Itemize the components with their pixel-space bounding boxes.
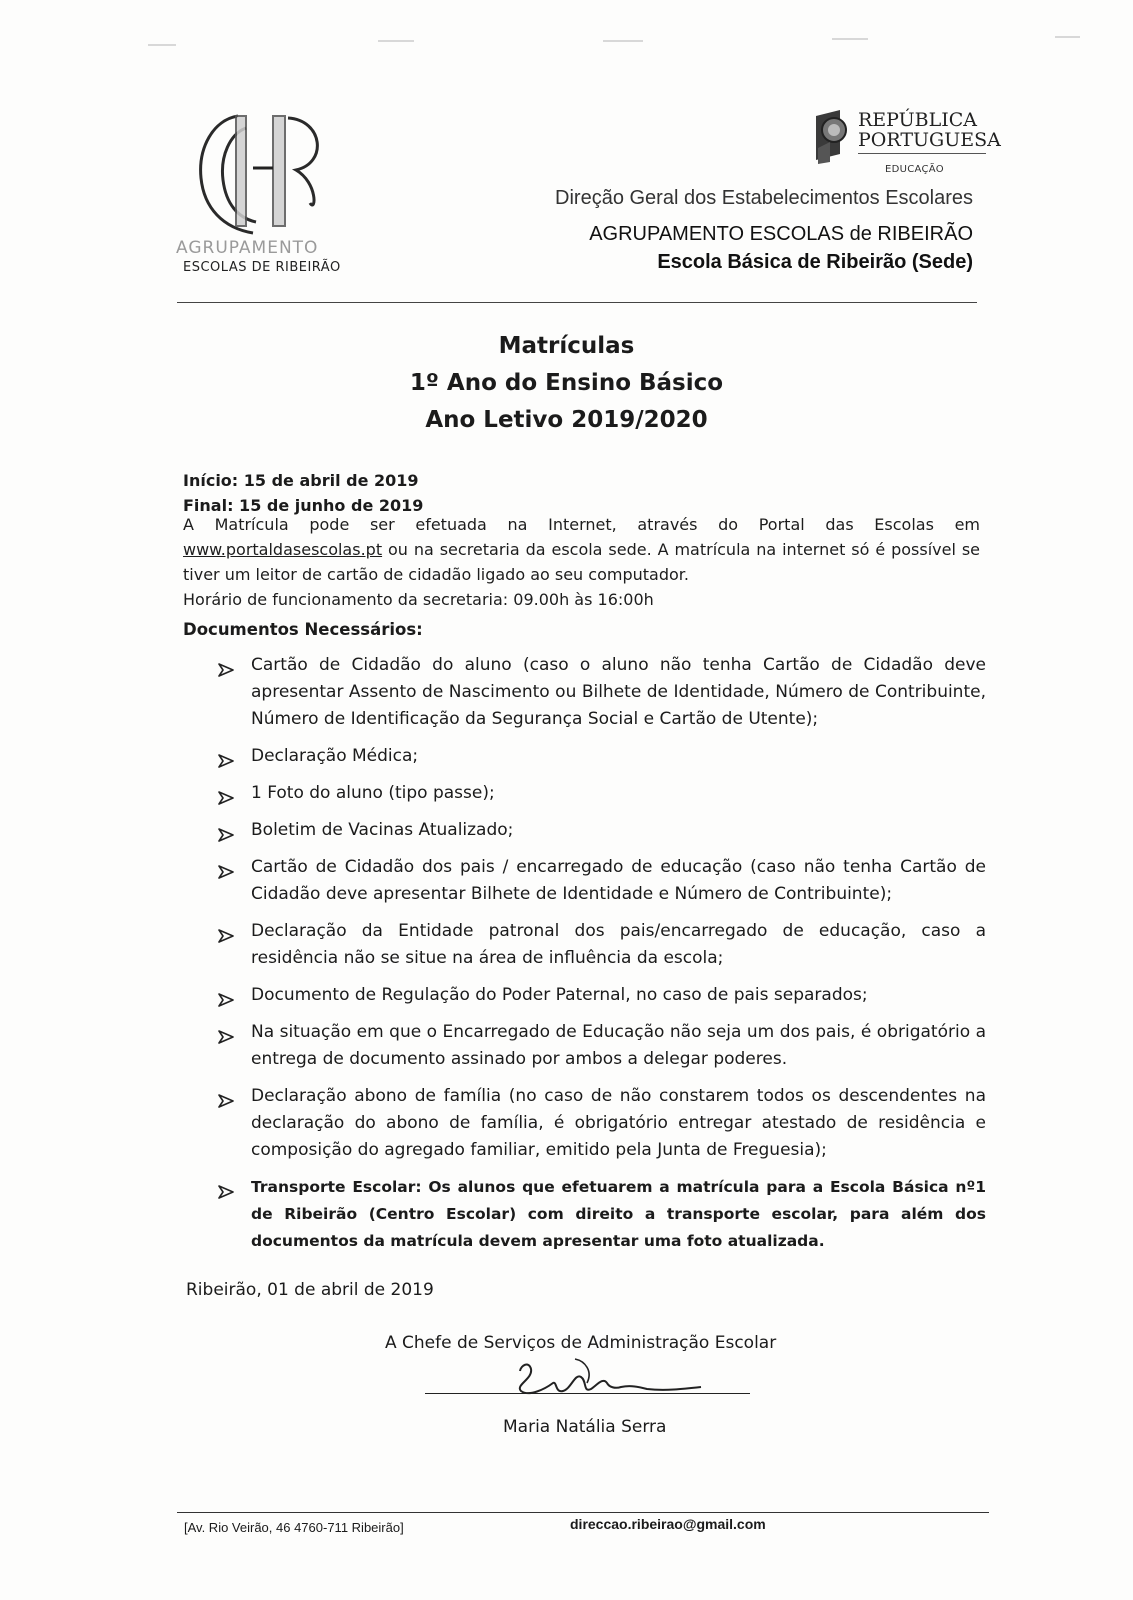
- place-date: Ribeirão, 01 de abril de 2019: [186, 1280, 434, 1300]
- logo-text-escolas: ESCOLAS DE RIBEIRÃO: [183, 260, 341, 275]
- republica-logo: [810, 108, 1000, 178]
- document-item-text: Boletim de Vacinas Atualizado;: [251, 820, 514, 840]
- header-line-3: Escola Básica de Ribeirão (Sede): [657, 251, 973, 273]
- scan-artifact: [603, 40, 643, 42]
- document-item: [218, 743, 986, 770]
- doc-school-year: Ano Letivo 2019/2020: [425, 407, 708, 433]
- arrow-bullet-icon: [218, 925, 234, 939]
- republica-emblem-icon: [810, 108, 854, 166]
- office-hours: Horário de funcionamento da secretaria: 09.00h às 16:00h: [183, 590, 654, 609]
- intro-text-2: ou na secretaria da escola sede. A matrícula na internet só é possível se tiver um leitor de cartão de cidadão ligado ao seu computador.: [183, 540, 980, 584]
- scan-artifact: [378, 40, 414, 42]
- start-date: Início: 15 de abril de 2019: [183, 471, 419, 490]
- document-item-text: Na situação em que o Encarregado de Educação não seja um dos pais, é obrigatório a entrega de documento assinado por ambos a delegar poderes.: [251, 1022, 986, 1069]
- dept-label: EDUCAÇÃO: [885, 164, 944, 175]
- footer-email[interactable]: direccao.ribeirao@gmail.com: [570, 1516, 766, 1532]
- footer-rule: [177, 1512, 989, 1513]
- arrow-bullet-icon: [218, 750, 234, 764]
- dates-block: [183, 468, 423, 518]
- document-item-text: Cartão de Cidadão dos pais / encarregado de educação (caso não tenha Cartão de Cidadão deve apresentar Bilhete de Identidade e Número de Contribuinte);: [251, 857, 986, 904]
- footer-address: [Av. Rio Veirão, 46 4760-711 Ribeirão]: [184, 1520, 404, 1535]
- portal-link[interactable]: www.portaldasescolas.pt: [183, 540, 383, 559]
- document-item: [218, 1174, 986, 1255]
- scan-artifact: [148, 44, 176, 46]
- document-item-text: Transporte Escolar: Os alunos que efetuarem a matrícula para a Escola Básica nº1 de Ribeirão (Centro Escolar) com direito a transporte escolar, para além dos documentos da matrícula devem apresentar uma foto atualizada.: [251, 1178, 986, 1250]
- documents-heading: Documentos Necessários:: [183, 620, 423, 639]
- arrow-bullet-icon: [218, 824, 234, 838]
- divider: [858, 153, 986, 154]
- document-item-text: Cartão de Cidadão do aluno (caso o aluno não tenha Cartão de Cidadão deve apresentar Assento de Nascimento ou Bilhete de Identidade, Número de Contribuinte, Número de Identificação da Segurança Social e Cartão de Utente);: [251, 655, 986, 729]
- signatory-name: Maria Natália Serra: [503, 1417, 667, 1437]
- logo-text-agrupamento: AGRUPAMENTO: [176, 238, 319, 258]
- arrow-bullet-icon: [218, 1026, 234, 1040]
- header-line-1: Direção Geral dos Estabelecimentos Escolares: [555, 187, 973, 209]
- document-item: [218, 918, 986, 972]
- document-item-text: Declaração da Entidade patronal dos pais/encarregado de educação, caso a residência não se situe na área de influência da escola;: [251, 921, 986, 968]
- document-item: [218, 780, 986, 807]
- doc-title: Matrículas: [498, 333, 635, 359]
- document-item: [218, 1019, 986, 1073]
- doc-subtitle: 1º Ano do Ensino Básico: [409, 370, 724, 396]
- arrow-bullet-icon: [218, 861, 234, 875]
- arrow-bullet-icon: [218, 1090, 234, 1104]
- scan-artifact: [1055, 36, 1080, 38]
- document-item: [218, 652, 986, 733]
- intro-text-1: A Matrícula pode ser efetuada na Internet, através do Portal das Escolas em: [183, 515, 980, 534]
- document-item: [218, 982, 986, 1009]
- arrow-bullet-icon: [218, 989, 234, 1003]
- document-item-text: Declaração abono de família (no caso de não constarem todos os descendentes na declaração do abono de família, é obrigatório entregar atestado de residência e composição do agregado familiar, emitido pela Junta de Freguesia);: [251, 1086, 986, 1160]
- document-item-text: Documento de Regulação do Poder Paternal, no caso de pais separados;: [251, 985, 868, 1005]
- republica-line2: PORTUGUESA: [858, 129, 1001, 151]
- document-item-text: 1 Foto do aluno (tipo passe);: [251, 783, 495, 803]
- republica-text: [858, 110, 1001, 150]
- arrow-bullet-icon: [218, 659, 234, 673]
- signature-line: [425, 1393, 750, 1394]
- scan-artifact: [832, 38, 868, 40]
- signatory-role: A Chefe de Serviços de Administração Escolar: [385, 1333, 777, 1353]
- school-logo: [168, 108, 378, 283]
- document-item: [218, 1083, 986, 1164]
- end-date: Final: 15 de junho de 2019: [183, 496, 424, 515]
- intro-paragraph: [183, 512, 980, 612]
- documents-list: [218, 652, 986, 1265]
- header-line-2: AGRUPAMENTO ESCOLAS de RIBEIRÃO: [589, 223, 973, 245]
- document-item: [218, 854, 986, 908]
- republica-line1: REPÚBLICA: [858, 109, 977, 131]
- document-item: [218, 817, 986, 844]
- header-rule: [177, 302, 977, 303]
- agrupamento-logo-icon: [168, 108, 378, 238]
- arrow-bullet-icon: [218, 787, 234, 801]
- document-item-text: Declaração Médica;: [251, 746, 419, 766]
- arrow-bullet-icon: [218, 1181, 234, 1195]
